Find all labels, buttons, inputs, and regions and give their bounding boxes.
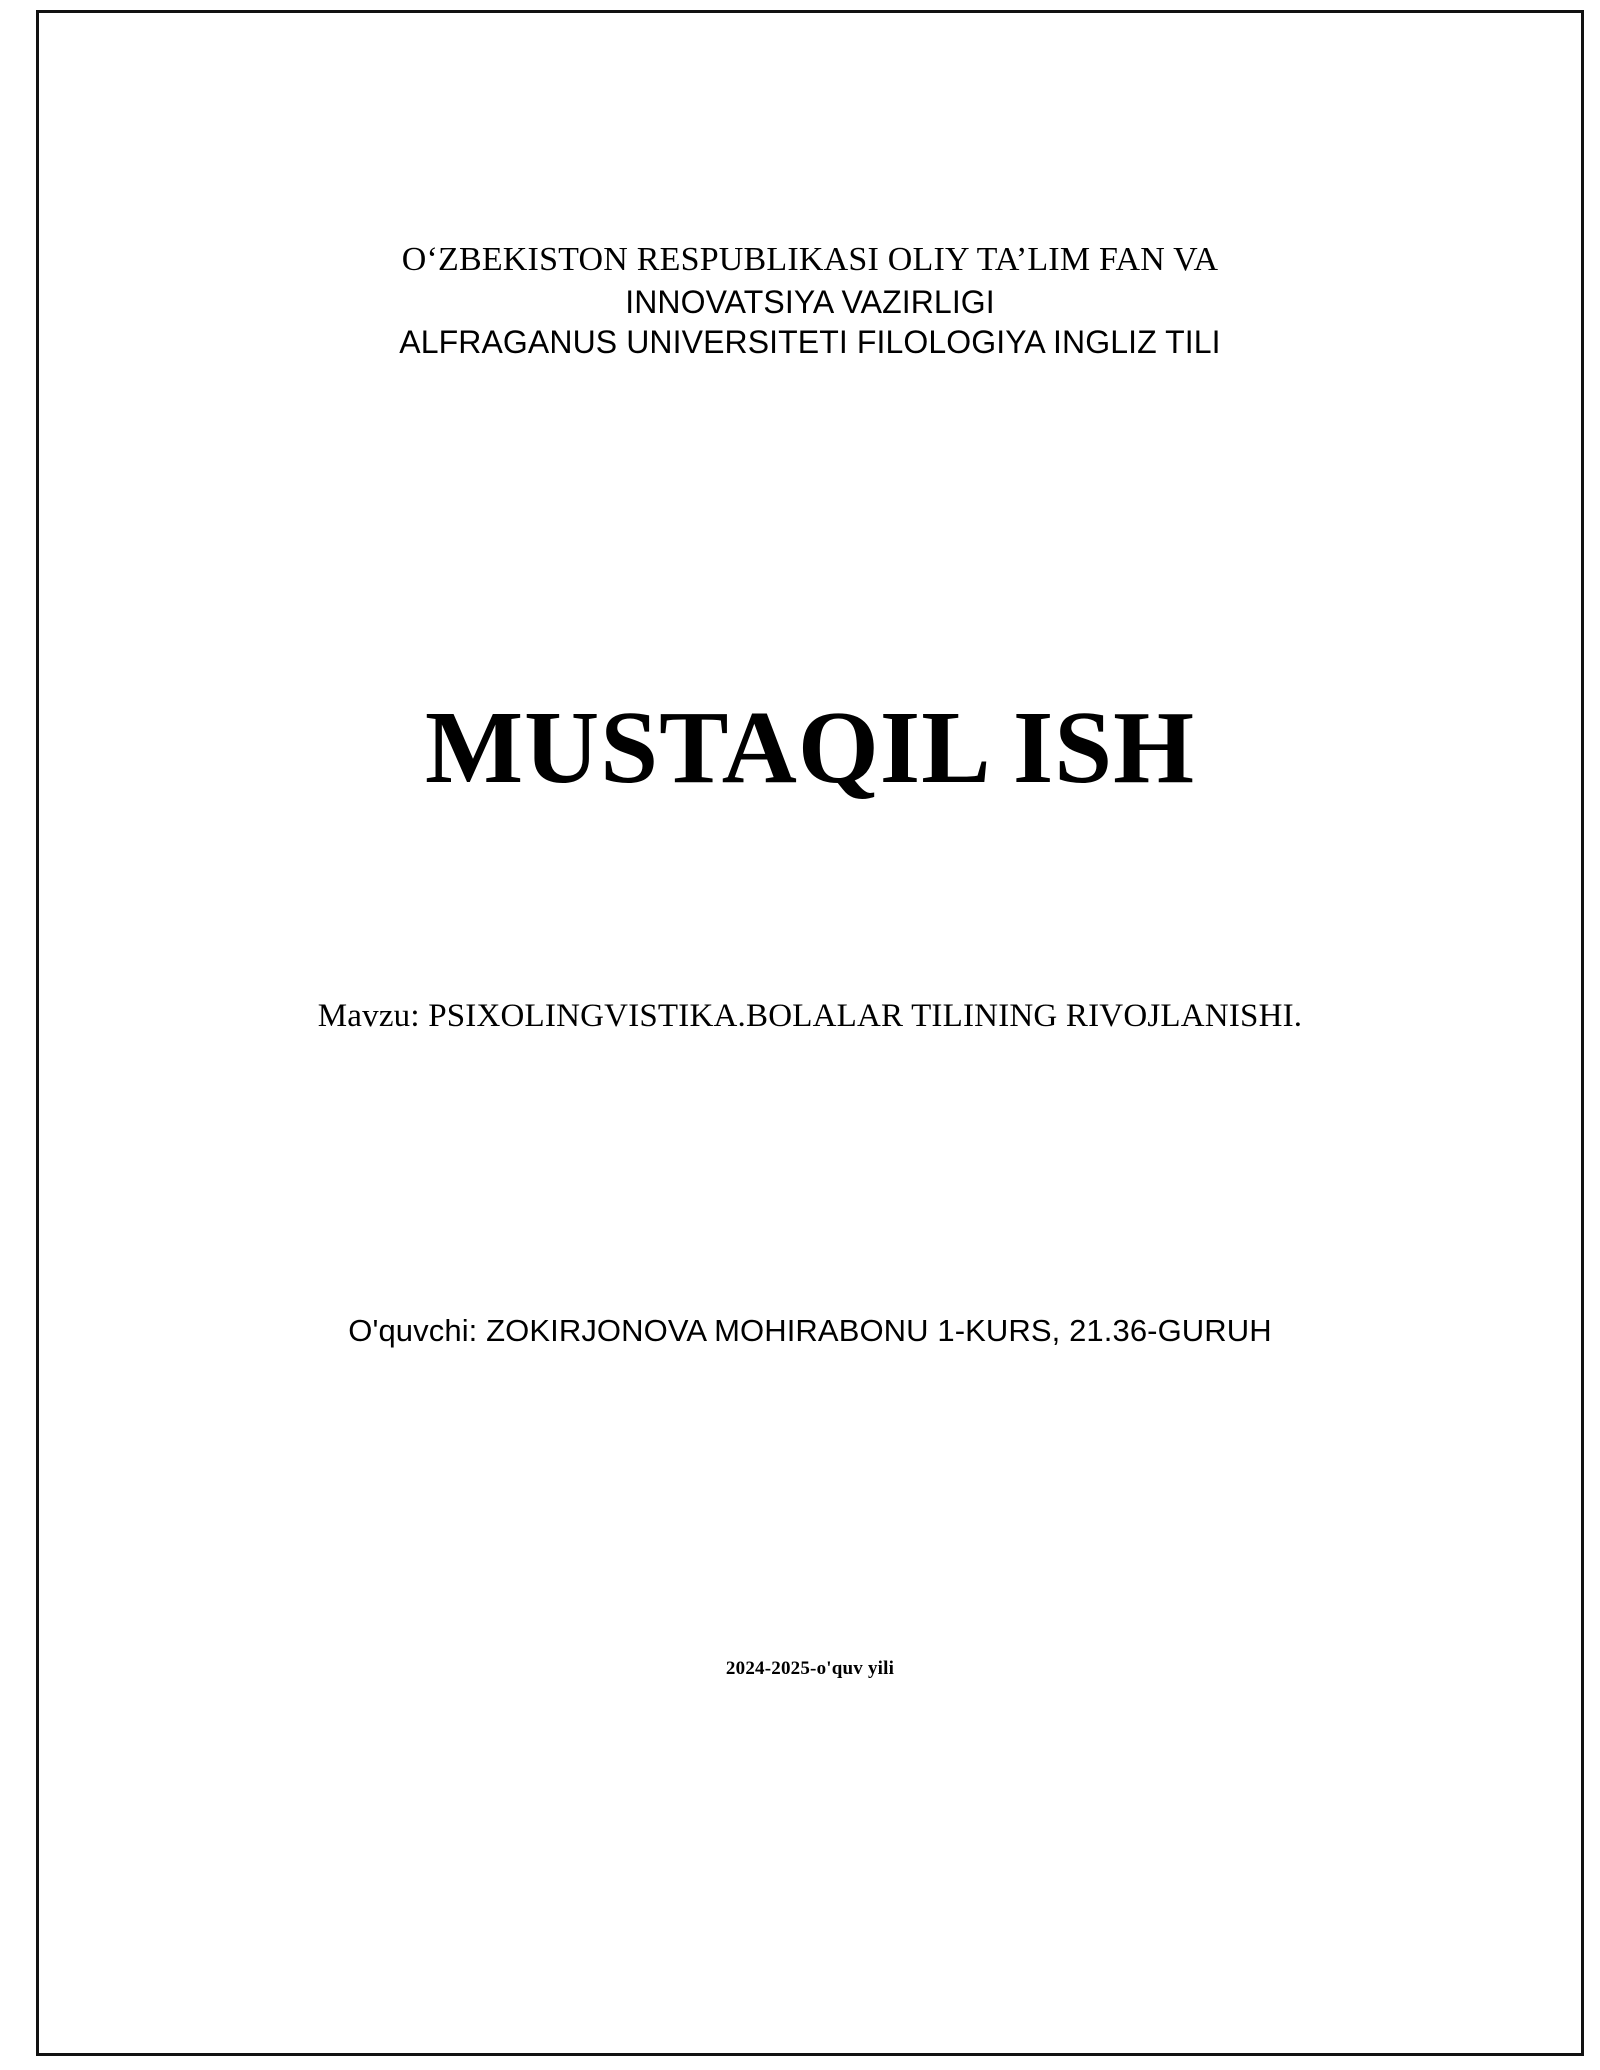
page-title: MUSTAQIL ISH <box>424 690 1196 805</box>
header-line-1: O‘ZBEKISTON RESPUBLIKASI OLIY TA’LIM FAN VA <box>401 241 1219 278</box>
subject-topic: Mavzu: PSIXOLINGVISTIKA.BOLALAR TILINING RIVOJLANISHI. <box>317 998 1303 1034</box>
page-content <box>39 13 1581 2053</box>
institution-header <box>99 238 1521 363</box>
student-info: O'quvchi: ZOKIRJONOVA MOHIRABONU 1-KURS, 21.36-GURUH <box>348 1313 1272 1348</box>
header-line-2: INNOVATSIYA VAZIRLIGI <box>625 283 995 320</box>
page-sheet <box>36 10 1584 2056</box>
header-line-3: ALFRAGANUS UNIVERSITETI FILOLOGIYA INGLIZ TILI <box>399 324 1221 361</box>
academic-year: 2024-2025-o'quv yili <box>725 1658 895 1679</box>
